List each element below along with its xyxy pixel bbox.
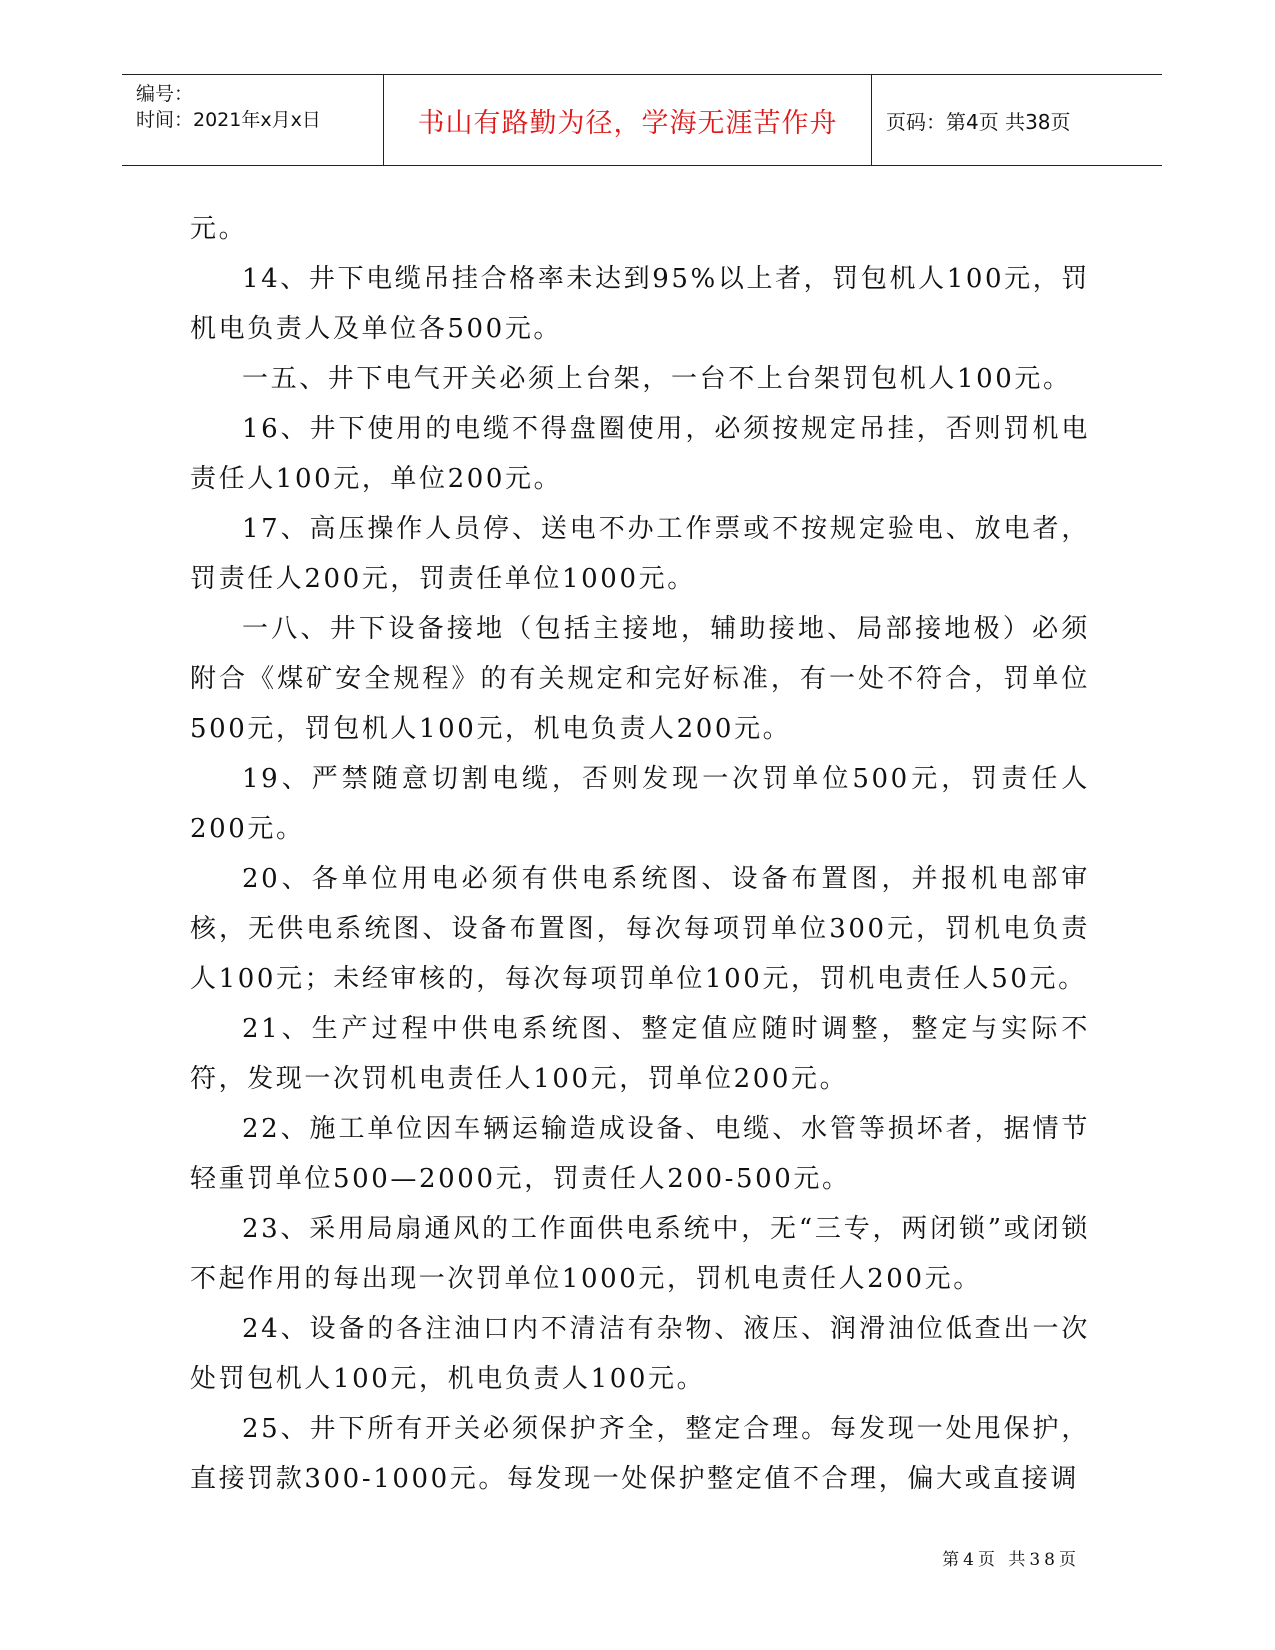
paragraph-item-23: 23、采用局扇通风的工作面供电系统中，无“三专，两闭锁”或闭锁不起作用的每出现一次罚单位1000元，罚机电责任人200元。 — [190, 1214, 1090, 1294]
paragraph-item-17: 17、高压操作人员停、送电不办工作票或不按规定验电、放电者，罚责任人200元，罚责任单位1000元。 — [190, 514, 1090, 594]
paragraph-item-15: 一五、井下电气开关必须上台架，一台不上台架罚包机人100元。 — [242, 364, 1072, 394]
header-page-number: 页码：第4页 共38页 — [886, 109, 1071, 134]
document-time-label: 时间：2021年x月x日 — [136, 109, 321, 131]
paragraph-item-14: 14、井下电缆吊挂合格率未达到95%以上者，罚包机人100元，罚机电负责人及单位各500元。 — [190, 264, 1090, 344]
paragraph-item-22: 22、施工单位因车辆运输造成设备、电缆、水管等损坏者，据情节轻重罚单位500—2000元，罚责任人200-500元。 — [190, 1114, 1090, 1194]
paragraph-item-16: 16、井下使用的电缆不得盘圈使用，必须按规定吊挂，否则罚机电责任人100元，单位200元。 — [190, 414, 1090, 494]
paragraph-item-24: 24、设备的各注油口内不清洁有杂物、液压、润滑油位低查出一次处罚包机人100元，机电负责人100元。 — [190, 1314, 1090, 1394]
paragraph-item-18: 一八、井下设备接地（包括主接地，辅助接地、局部接地极）必须附合《煤矿安全规程》的有关规定和完好标准，有一处不符合，罚单位500元，罚包机人100元，机电负责人200元。 — [190, 614, 1090, 744]
page-footer: 第4页 共38页 — [942, 1550, 1080, 1570]
document-number-label: 编号： — [136, 83, 194, 105]
header-motto-cell — [384, 75, 872, 165]
paragraph-item-25: 25、井下所有开关必须保护齐全，整定合理。每发现一处甩保护，直接罚款300-1000元。每发现一处保护整定值不合理，偏大或直接调 — [190, 1414, 1090, 1494]
paragraph-item-19: 19、严禁随意切割电缆，否则发现一次罚单位500元，罚责任人200元。 — [190, 764, 1090, 844]
header-meta-cell — [122, 75, 384, 165]
paragraph-continuation: 元。 — [190, 214, 248, 244]
paragraph-item-21: 21、生产过程中供电系统图、整定值应随时调整，整定与实际不符，发现一次罚机电责任人100元，罚单位200元。 — [190, 1014, 1090, 1094]
document-body — [190, 204, 1090, 1504]
page-header — [122, 74, 1162, 166]
header-page-cell — [872, 75, 1162, 165]
paragraph-item-20: 20、各单位用电必须有供电系统图、设备布置图，并报机电部审核，无供电系统图、设备布置图，每次每项罚单位300元，罚机电负责人100元；未经审核的，每次每项罚单位100元，罚机电责任人50元。 — [190, 864, 1090, 994]
header-motto: 书山有路勤为径，学海无涯苦作舟 — [417, 107, 838, 139]
